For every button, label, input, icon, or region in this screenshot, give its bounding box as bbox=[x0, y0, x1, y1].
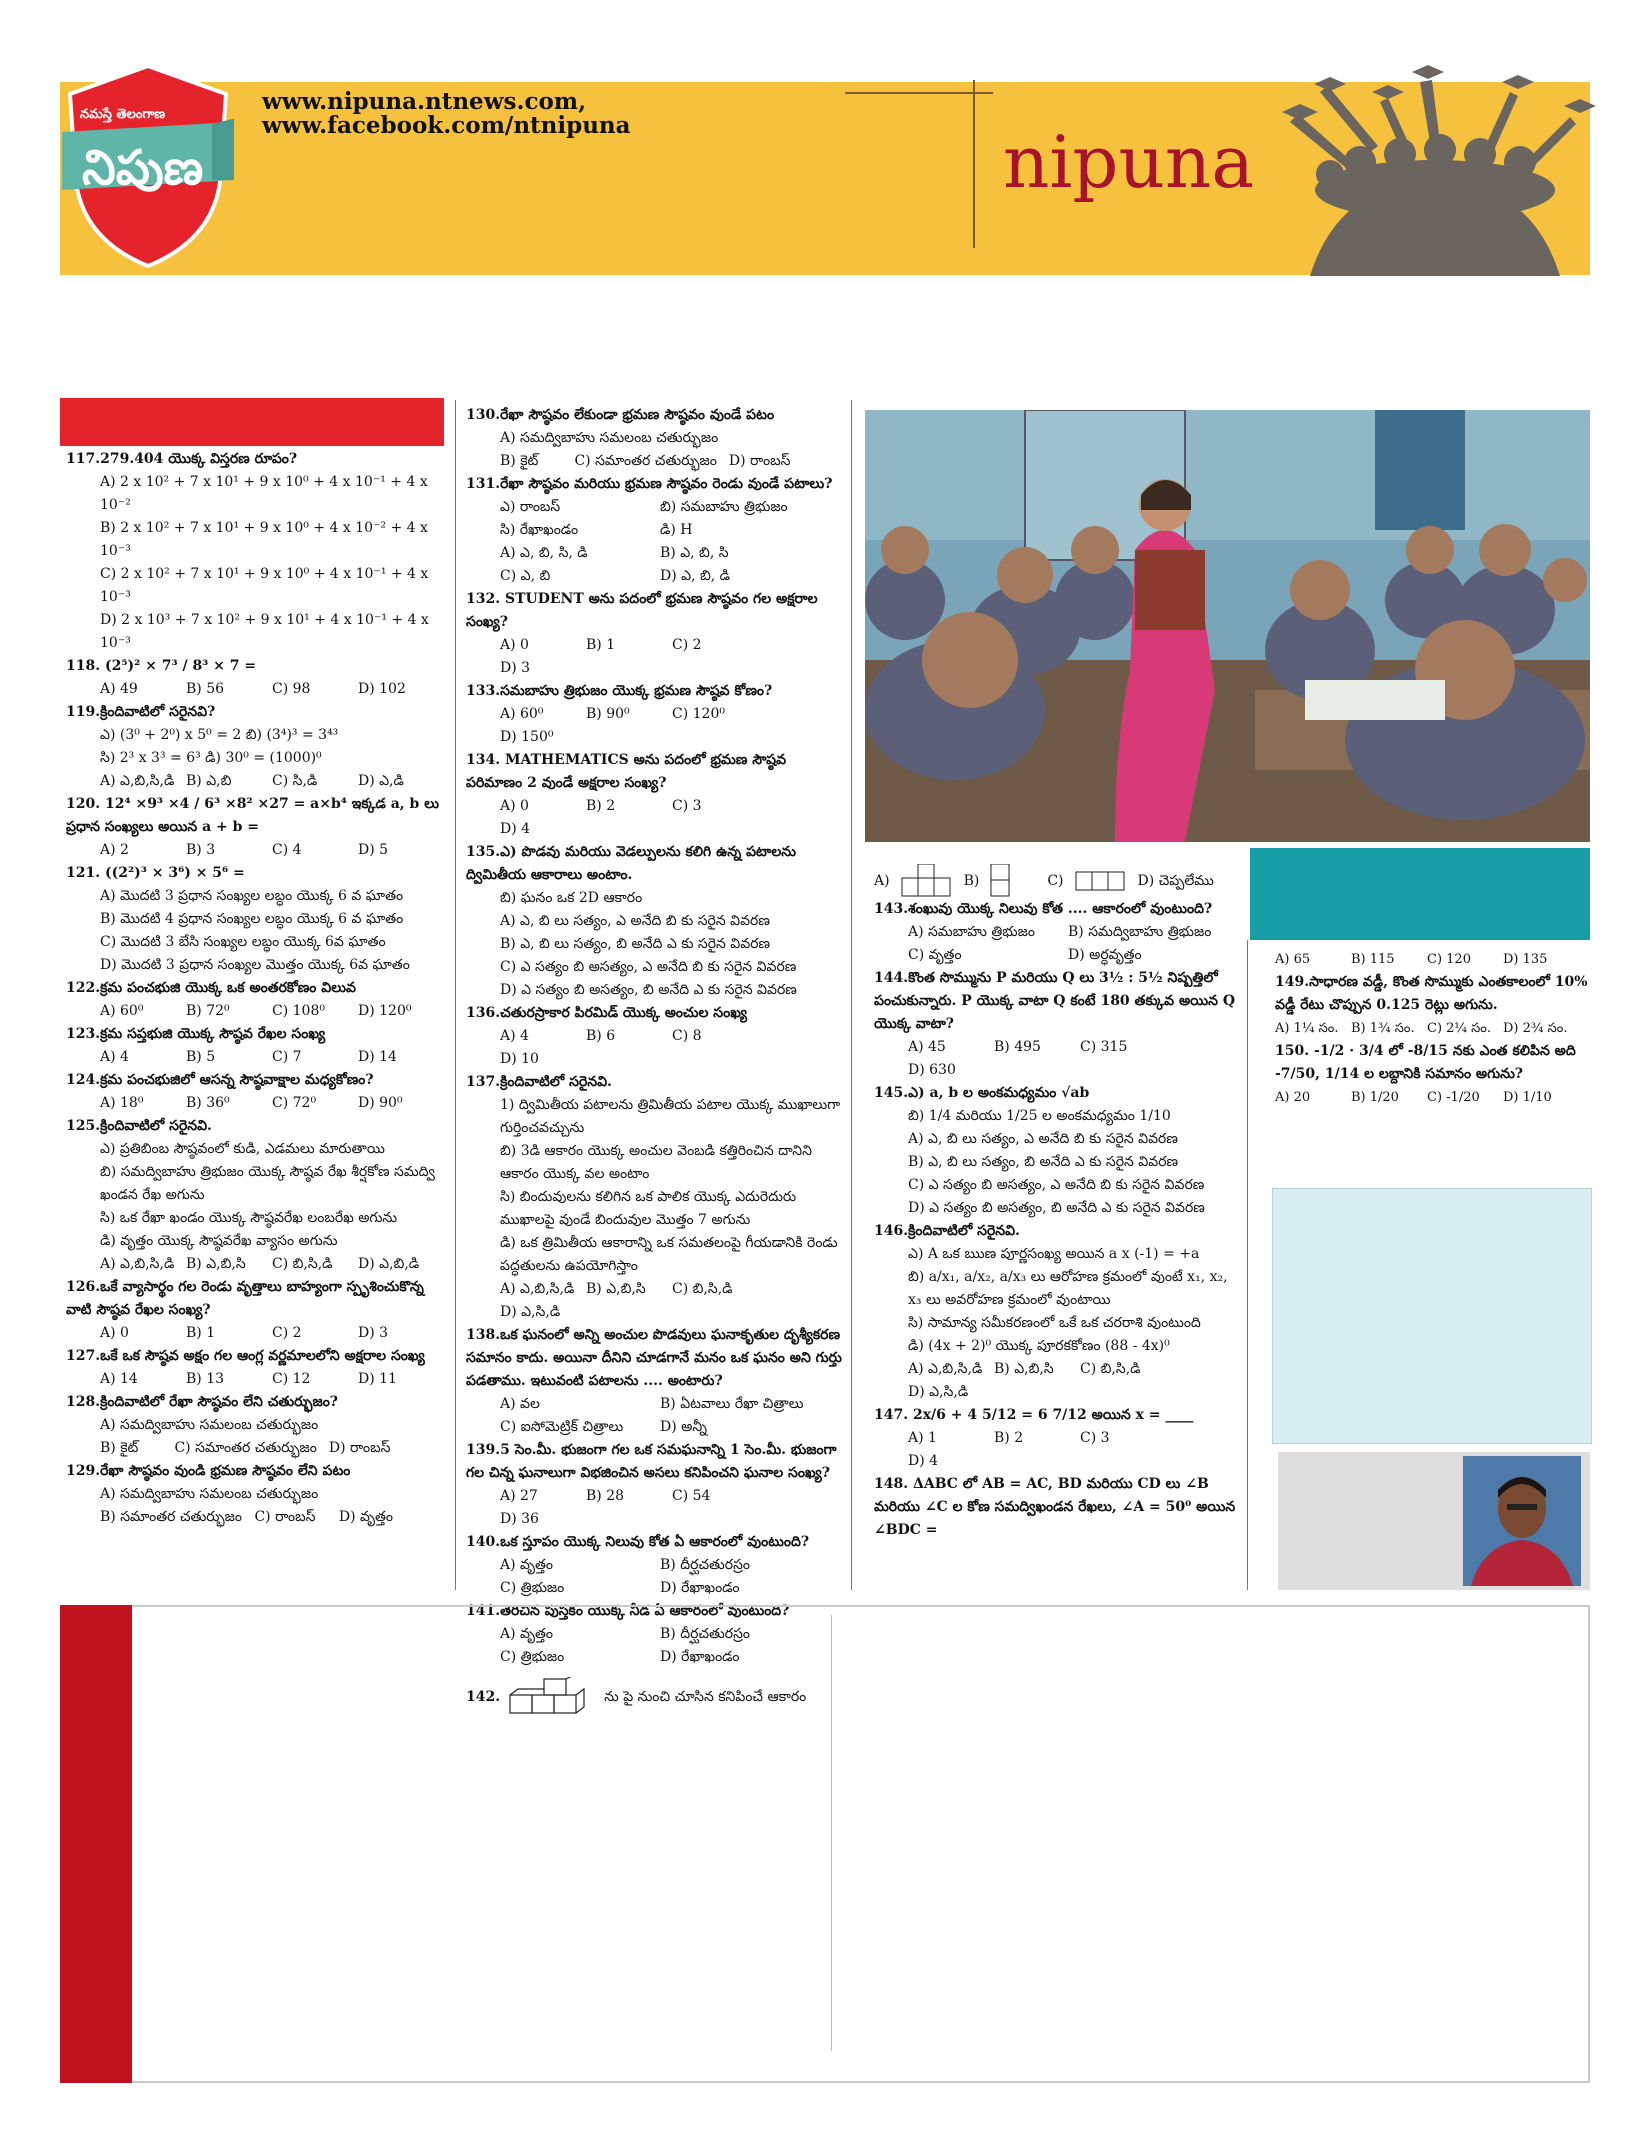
bottom-advert-frame bbox=[60, 1605, 1590, 2083]
questions-column-4 bbox=[1275, 948, 1593, 1109]
header-divider bbox=[973, 80, 975, 248]
header-rule bbox=[845, 92, 993, 94]
question-122: 122.క్రమ పంచభుజి యొక్క ఒక అంతరకోణం విలువ A) 60⁰ B) 72⁰ C) 108⁰ D) 120⁰ bbox=[66, 980, 412, 1019]
question-149: 149.సాధారణ వడ్డీ, కొంత సొమ్ముకు ఎంతకాలంలో 10% వడ్డీ రేటు చొప్పున 0.125 రెట్లు అగును. A) 1¼ సం. B) 1¾ సం. C) 2¼ సం. D) 2¾ సం. bbox=[1275, 974, 1588, 1036]
column-separator bbox=[851, 400, 852, 1590]
logo-word: నిపుణ bbox=[82, 140, 204, 196]
question-150: 150. -1/2 · 3/4 లో -8/15 నకు ఎంత కలిపిన అది -7/50, 1/14 ల లబ్దానికి సమానం అగును? A) 20 B) 1/20 C) -1/20 D) 1/10 bbox=[1275, 1043, 1576, 1105]
question-126: 126.ఒకే వ్యాసార్థం గల రెండు వృత్తాలు బాహ్యంగా స్పృశించుకొన్న వాటి సౌష్ఠవ రేఖల సంఖ్య? A) 0 B) 1 C) 2 D) 3 bbox=[66, 1279, 424, 1341]
info-box bbox=[1272, 1188, 1592, 1444]
question-131: 131.రేఖా సౌష్ఠవం మరియు భ్రమణ సౌష్ఠవం రెండు వుండే పటాలు? ఎ) రాంబస్ బి) సమబాహు త్రిభుజం సి) రేఖాఖండం డి) H A) ఎ, బి, సి, డి B) ఎ, బి, సి C) ఎ, బి D) ఎ, బి, డి bbox=[466, 476, 833, 584]
header-urls bbox=[262, 90, 631, 138]
question-119: 119.క్రిందివాటిలో సరైనవి? ఎ) (3⁰ + 2⁰) x 5⁰ = 2 బి) (3⁴)³ = 3⁴³ సి) 2³ x 3³ = 6³ డి) 30⁰ = (1000)⁰ A) ఎ,బి,సి,డి B) ఎ,బి C) సి,డి D) ఎ,డి bbox=[66, 704, 404, 789]
column-separator bbox=[1247, 940, 1248, 1590]
question-143: 143.శంఖువు యొక్క నిలువు కోత .... ఆకారంలో వుంటుంది? A) సమబాహు త్రిభుజం B) సమద్విబాహు త్రిభుజం C) వృత్తం D) అర్ధవృత్తం bbox=[874, 901, 1213, 963]
column-separator bbox=[455, 400, 456, 1590]
question-147: 147. 2x/6 + 4 5/12 = 6 7/12 అయిన x = ____ A) 1 B) 2 C) 3D) 4 bbox=[874, 1407, 1194, 1469]
question-134: 134. MATHEMATICS అను పదంలో భ్రమణ సౌష్ఠవ పరిమాణం 2 వుండే అక్షరాల సంఖ్య? A) 0 B) 2 C) 3D) 4 bbox=[466, 752, 787, 837]
question-136: 136.చతురస్రాకార పిరమిడ్ యొక్క అంచుల సంఖ్య A) 4 B) 6 C) 8D) 10 bbox=[466, 1005, 748, 1067]
question-125: 125.క్రిందివాటిలో సరైనవి. ఎ) ప్రతిబింబ సౌష్ఠవంలో కుడి, ఎడమలు మారుతాయి బి) సమద్విబాహు త్రిభుజం యొక్క సౌష్ఠవ రేఖ శీర్షకోణ సమద్వి ఖండన రేఖ అగును సి) ఒక రేఖా ఖండం యొక్క సౌష్ఠవరేఖ లంబరేఖ అగును డి) వృత్తం యొక్క సౌష్ఠవరేఖ వ్యాసం అగును A) ఎ,బి,సి,డి B) ఎ,బి,సి C) బి,సి,డి D) ఎ,బి,డి bbox=[66, 1118, 435, 1272]
question-117: 117.279.404 యొక్క విస్తరణ రూపం? A) 2 x 10² + 7 x 10¹ + 9 x 10⁰ + 4 x 10⁻¹ + 4 x 10⁻² B) 2 x 10² + 7 x 10¹ + 9 x 10⁰ + 4 x 10⁻² + 4 x 10⁻³ C) 2 x 10² + 7 x 10¹ + 9 x 10⁰ + 4 x 10⁻¹ + 4 x 10⁻³ D) 2 x 10³ + 7 x 10² + 9 x 10¹ + 4 x 10⁻¹ + 4 x 10⁻³ bbox=[66, 451, 429, 651]
question-135: 135.ఎ) పొడవు మరియు వెడల్పులను కలిగి ఉన్న పటాలను ద్విమితీయ ఆకారాలు అంటాం. బి) ఘనం ఒక 2D ఆకారం A) ఎ, బి లు సత్యం, ఎ అనేది బి కు సరైన వివరణ B) ఎ, బి లు సత్యం, బి అనేది ఎ కు సరైన వివరణ C) ఎ సత్యం బి అసత్యం, ఎ అనేది బి కు సరైన వివరణ D) ఎ సత్యం బి అసత్యం, బి అనేది ఎ కు సరైన వివరణ bbox=[466, 844, 797, 998]
author-box bbox=[1278, 1452, 1590, 1590]
questions-column-3 bbox=[874, 864, 1242, 1542]
section-red-bar bbox=[60, 398, 444, 446]
question-137: 137.క్రిందివాటిలో సరైనవి. 1) ద్విమితీయ పటాలను త్రిమితీయ పటాల యొక్క ముఖాలుగా గుర్తించవచ్చును బి) 3డి ఆకారం యొక్క అంచుల వెంబడి కత్తిరించిన దానిని ఆకారం యొక్క వల అంటాం సి) బిందువులను కలిగిన ఒక పాలిక యొక్క ఎదురెదురు ముఖాలపై వుండే బిందువుల మొత్తం 7 అగును డి) ఒక త్రిమితీయ ఆకారాన్ని ఒక సమతలంపై గీయడానికి రెండు పద్ధతులను ఉపయోగిస్తాం A) ఎ,బి,సి,డి B) ఎ,బి,సి C) బి,సి,డిD) ఎ,సి,డి bbox=[466, 1074, 841, 1320]
question-128: 128.క్రిందివాటిలో రేఖా సౌష్ఠవం లేని చతుర్భుజం? A) సమద్విబాహు సమలంబ చతుర్భుజం B) కైట్ C) సమాంతర చతుర్భుజం D) రాంబస్ bbox=[66, 1394, 391, 1456]
question-127: 127.ఒకే ఒక సౌష్ఠవ అక్షం గల ఆంగ్ల వర్ణమాలలోని అక్షరాల సంఖ్య A) 14 B) 13 C) 12 D) 11 bbox=[66, 1348, 425, 1387]
question-132: 132. STUDENT అను పదంలో భ్రమణ సౌష్ఠవం గల అక్షరాల సంఖ్య? A) 0 B) 1 C) 2D) 3 bbox=[466, 591, 818, 676]
bottom-red-strip bbox=[60, 1605, 132, 2083]
brand-title: nipuna bbox=[1003, 120, 1255, 204]
graduates-illustration bbox=[1270, 62, 1600, 276]
logo-tag: నమస్తే తెలంగాణ bbox=[80, 107, 166, 122]
option-figure-b bbox=[989, 864, 1013, 898]
url-facebook[interactable]: www.facebook.com/ntnipuna bbox=[262, 112, 631, 139]
question-141: 141.తెరిచిన పుస్తకం యొక్క నీడ ఏ ఆకారంలో వుంటుంది? A) వృత్తం B) దీర్ఘచతురస్రం C) త్రిభుజం D) రేఖాఖండం bbox=[466, 1603, 790, 1665]
question-118: 118. (2⁵)² × 7³ / 8³ × 7 = A) 49 B) 56 C) 98 D) 102 bbox=[66, 658, 406, 697]
question-120: 120. 12⁴ ×9³ ×4 / 6³ ×8² ×27 = a×b⁴ ఇక్కడ a, b లు ప్రధాన సంఖ్యలు అయిన a + b = A) 2 B) 3 C) 4 D) 5 bbox=[66, 796, 439, 858]
question-144: 144.కొంత సొమ్మును P మరియు Q లు 3½ : 5½ నిష్పత్తిలో పంచుకున్నారు. P యొక్క వాటా Q కంటే 180 తక్కువ అయిన Q యొక్క వాటా? A) 45 B) 495 C) 315D) 630 bbox=[874, 970, 1236, 1078]
question-139: 139.5 సెం.మీ. భుజంగా గల ఒక సమఘనాన్ని 1 సెం.మీ. భుజంగా గల చిన్న ఘనాలుగా విభజించిన అసలు కనిపించని ఘనాల సంఖ్య? A) 27 B) 28 C) 54D) 36 bbox=[466, 1442, 837, 1527]
question-138: 138.ఒక ఘనంలో అన్ని అంచుల పొడవులు ఘనాకృతుల దృశ్యీకరణ సమానం కాదు. అయినా దీనిని చూడగానే మనం ఒక ఘనం అని గుర్తు పడతాము. ఇటువంటి పటాలను .... అంటారు? A) వల B) ఏటవాలు రేఖా చిత్రాలు C) ఐసోమెట్రిక్ చిత్రాలు D) అన్నీ bbox=[466, 1327, 842, 1435]
question-145: 145.ఎ) a, b ల అంకమధ్యమం √ab బి) 1/4 మరియు 1/25 ల అంకమధ్యమం 1/10 A) ఎ, బి లు సత్యం, ఎ అనేది బి కు సరైన వివరణ B) ఎ, బి లు సత్యం, బి అనేది ఎ కు సరైన వివరణ C) ఎ సత్యం బి అసత్యం, ఎ అనేది బి కు సరైన వివరణ D) ఎ సత్యం బి అసత్యం, బి అనేది ఎ కు సరైన వివరణ bbox=[874, 1085, 1205, 1216]
nipuna-logo bbox=[62, 62, 234, 270]
option-figure-a bbox=[900, 864, 954, 898]
question-124: 124.క్రమ పంచభుజిలో ఆసన్న సౌష్ఠవాక్షాల మధ్యకోణం? A) 18⁰ B) 36⁰ C) 72⁰ D) 90⁰ bbox=[66, 1072, 403, 1111]
bottom-divider bbox=[831, 1615, 832, 2051]
questions-column-2 bbox=[466, 404, 842, 1717]
question-123: 123.క్రమ సప్తభుజి యొక్క సౌష్ఠవ రేఖల సంఖ్య A) 4 B) 5 C) 7 D) 14 bbox=[66, 1026, 397, 1065]
questions-column-1 bbox=[66, 448, 446, 1529]
question-142-options: A) B) C) D) చెప్పలేము bbox=[874, 864, 1242, 898]
question-133: 133.సమబాహు త్రిభుజం యొక్క భ్రమణ సౌష్ఠవ కోణం? A) 60⁰ B) 90⁰ C) 120⁰D) 150⁰ bbox=[466, 683, 773, 745]
teal-highlight-box bbox=[1250, 848, 1590, 940]
question-130: 130.రేఖా సౌష్ఠవం లేకుండా భ్రమణ సౌష్ఠవం వుండే పటం A) సమద్విబాహు సమలంబ చతుర్భుజం B) కైట్ C) సమాంతర చతుర్భుజం D) రాంబస్ bbox=[466, 407, 791, 469]
classroom-photo bbox=[865, 410, 1590, 842]
question-148: 148. ΔABC లో AB = AC, BD మరియు CD లు ∠B మరియు ∠C ల కోణ సమద్విఖండన రేఖలు, ∠A = 50⁰ అయిన ∠BDC = bbox=[874, 1476, 1236, 1538]
question-121: 121. ((2²)³ × 3⁶) × 5⁶ = A) మొదటి 3 ప్రధాన సంఖ్యల లబ్ధం యొక్క 6 వ ఘాతం B) మొదటి 4 ప్రధాన సంఖ్యల లబ్ధం యొక్క 6 వ ఘాతం C) మొదటి 3 బేసి సంఖ్యల లబ్ధం యొక్క 6వ ఘాతం D) మొదటి 3 ప్రధాన సంఖ్యల మొత్తం యొక్క 6వ ఘాతం bbox=[66, 865, 410, 973]
question-146: 146.క్రిందివాటిలో సరైనవి. ఎ) A ఒక ఋణ పూర్ణసంఖ్య అయిన a x (-1) = +a బి) a/x₁, a/x₂, a/x₃ లు ఆరోహణ క్రమంలో వుంటే x₁, x₂, x₃ లు అవరోహణ క్రమంలో వుంటాయి సి) సామాన్య సమీకరణంలో ఒకే ఒక చరరాశి వుంటుంది డి) (4x + 2)⁰ యొక్క పూరకకోణం (88 - 4x)⁰ A) ఎ,బి,సి,డి B) ఎ,బి,సి C) బి,సి,డిD) ఎ,సి,డి bbox=[874, 1223, 1228, 1400]
url-website[interactable]: www.nipuna.ntnews.com, bbox=[262, 88, 587, 115]
question-129: 129.రేఖా సౌష్ఠవం వుండి భ్రమణ సౌష్ఠవం లేని పటం A) సమద్విబాహు సమలంబ చతుర్భుజం B) సమాంతర చతుర్భుజం C) రాంబస్ D) వృత్తం bbox=[66, 1463, 393, 1525]
author-photo bbox=[1463, 1456, 1581, 1586]
option-figure-c bbox=[1074, 870, 1128, 892]
question-148-options: A) 65 B) 115 C) 120 D) 135 bbox=[1275, 952, 1548, 967]
question-142: 142. ను పై నుంచి చూసిన కనిపించే ఆకారం bbox=[466, 1677, 842, 1717]
question-140: 140.ఒక స్తూపం యొక్క నిలువు కోత ఏ ఆకారంలో వుంటుంది? A) వృత్తం B) దీర్ఘచతురస్రం C) త్రిభుజం D) రేఖాఖండం bbox=[466, 1534, 810, 1596]
